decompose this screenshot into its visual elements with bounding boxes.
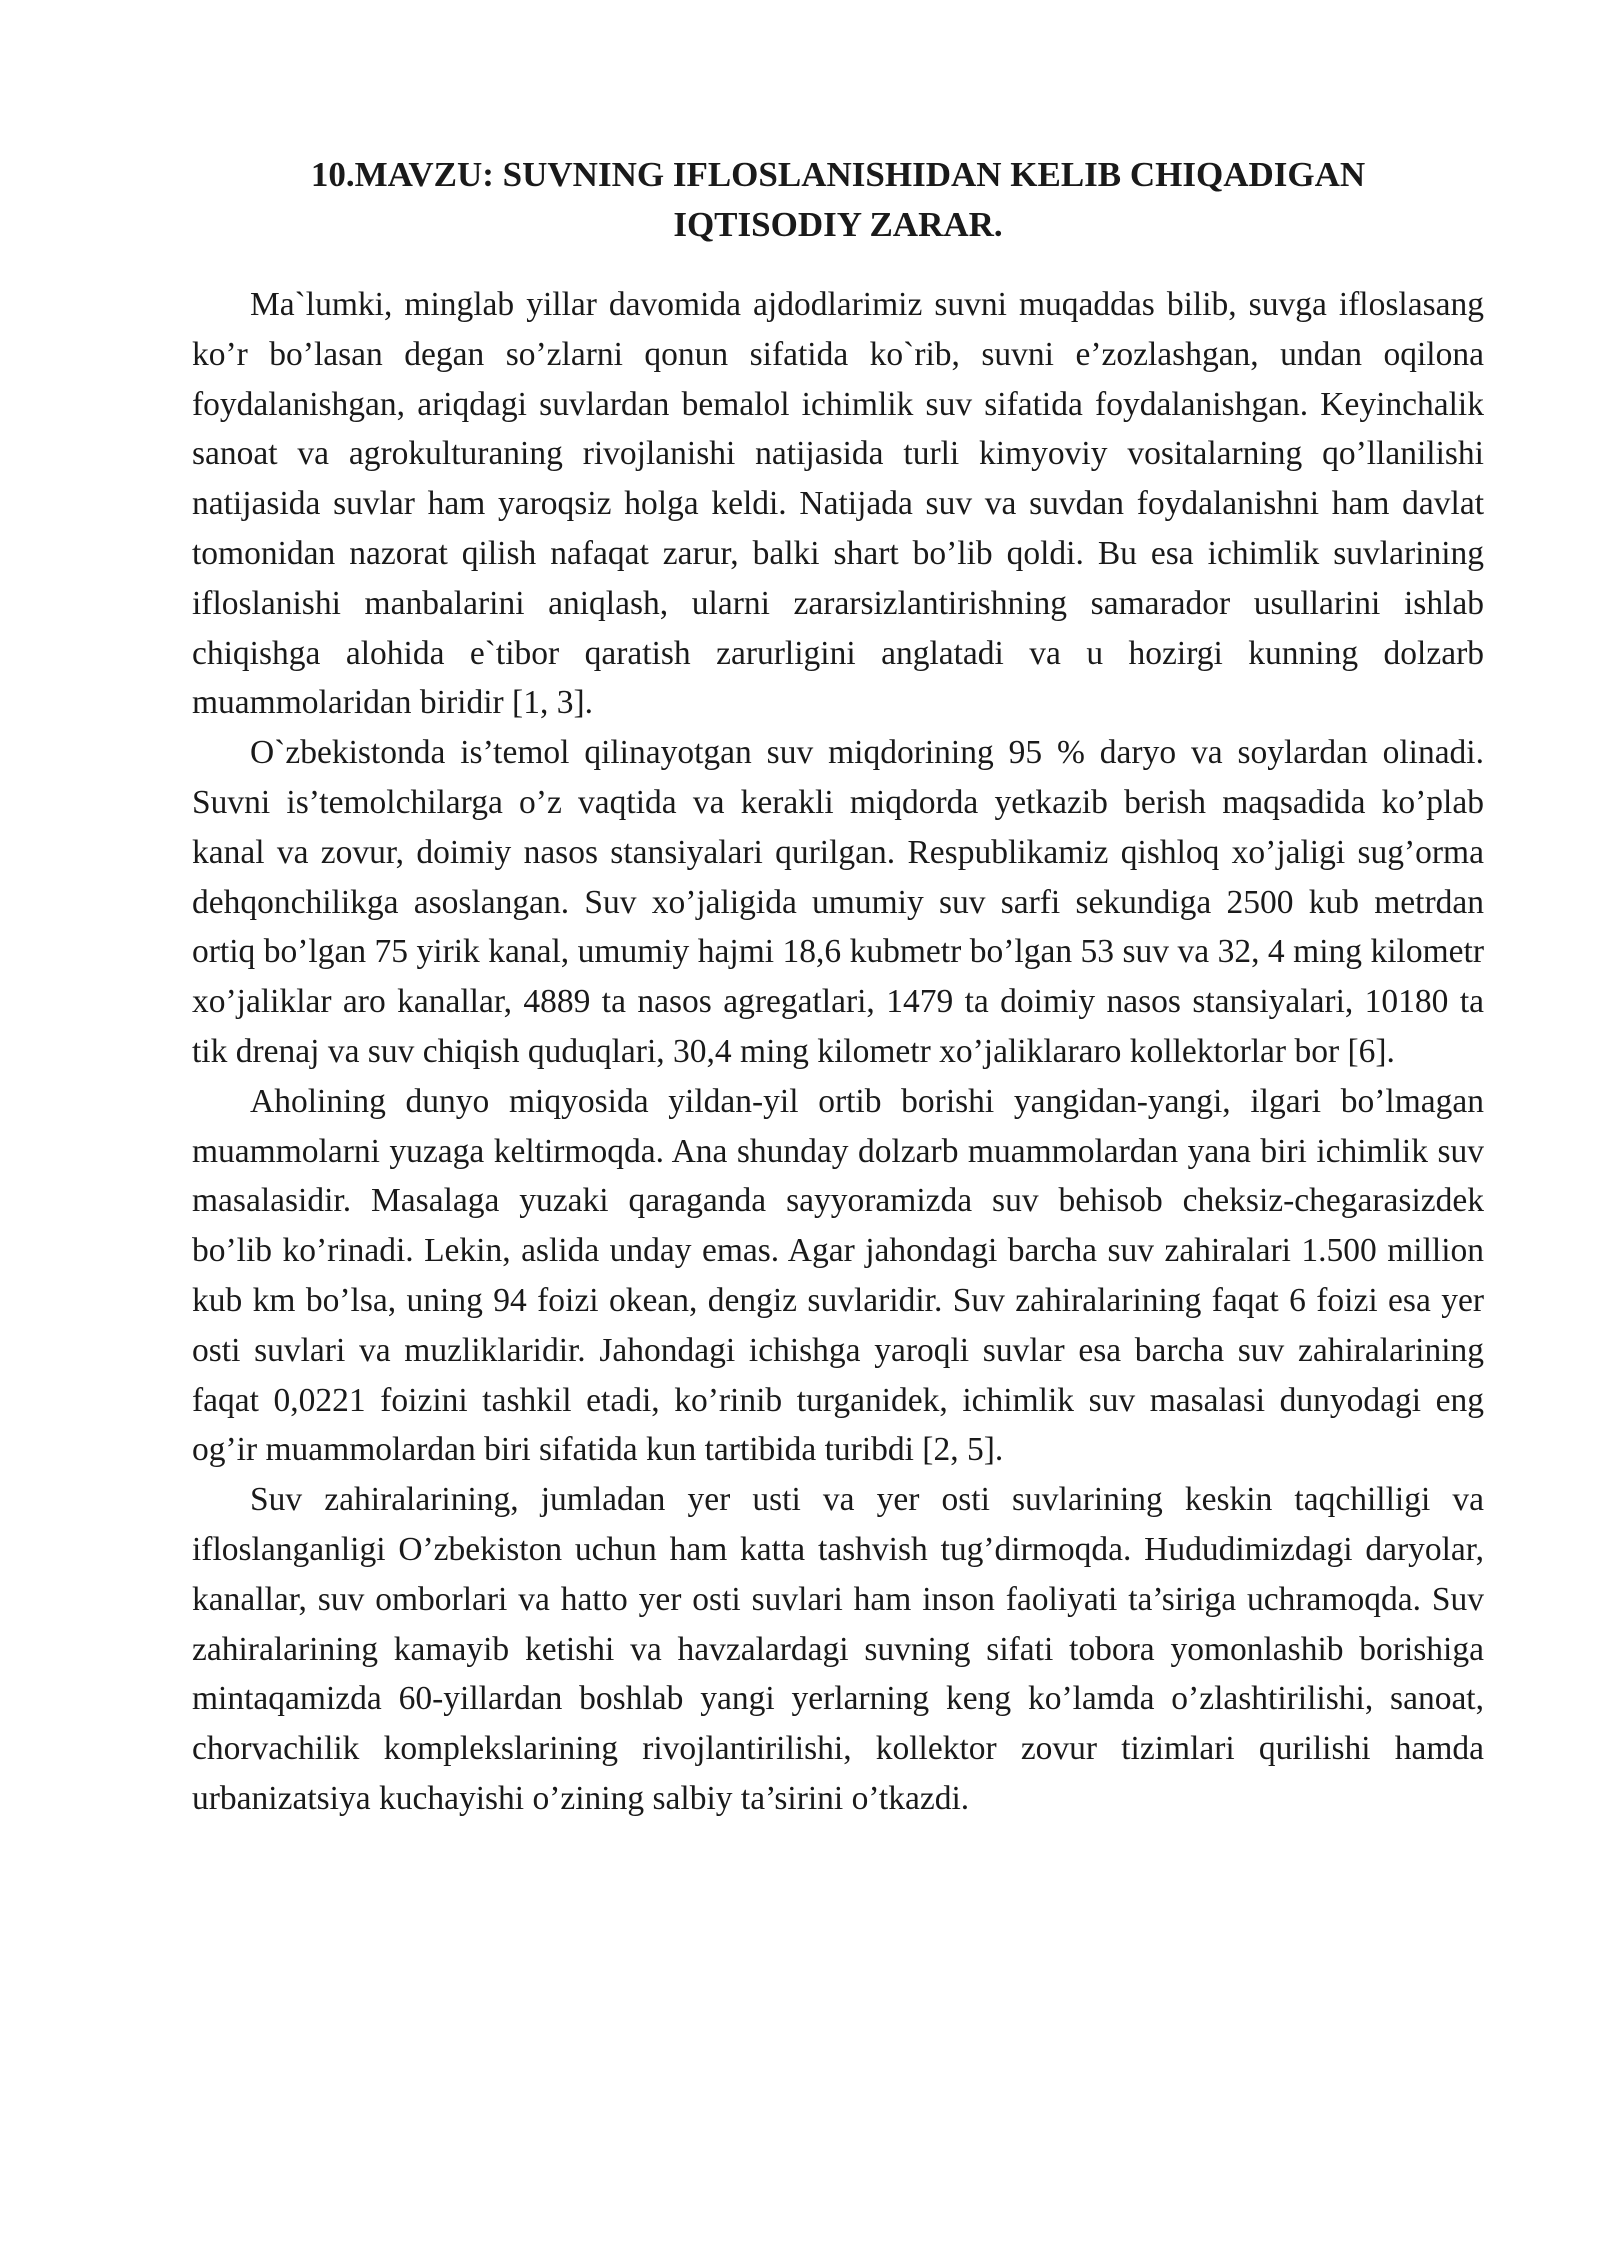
title-line-2: IQTISODIY ZARAR. xyxy=(673,205,1003,244)
paragraph-1: Ma`lumki, minglab yillar davomida ajdodlarimiz suvni muqaddas bilib, suvga ifloslasang ko’r bo’lasan degan so’zlarni qonun sifatida ko`rib, suvni e’zozlashgan, undan oqilona foydalanishgan, ariqdagi suvlardan bemalol ichimlik suv sifatida foydalanishgan. Keyinchalik sanoat va agrokulturaning rivojlanishi natijasida turli kimyoviy vositalarning qo’llanilishi natijasida suvlar ham yaroqsiz holga keldi. Natijada suv va suvdan foydalanishni ham davlat tomonidan nazorat qilish nafaqat zarur, balki shart bo’lib qoldi. Bu esa ichimlik suvlarining ifloslanishi manbalarini aniqlash, ularni zararsizlantirishning samarador usullarini ishlab chiqishga alohida e`tibor qaratish zarurligini anglatadi va u hozirgi kunning dolzarb muammolaridan biridir [1, 3]. xyxy=(192,286,1484,722)
paragraph-4: Suv zahiralarining, jumladan yer usti va yer osti suvlarining keskin taqchilligi va ifloslanganligi O’zbekiston uchun ham katta tashvish tug’dirmoqda. Hududimizdagi daryolar, kanallar, suv omborlari va hatto yer osti suvlari ham inson faoliyati ta’siriga uchramoqda. Suv zahiralarining kamayib ketishi va havzalardagi suvning sifati tobora yomonlashib borishiga mintaqamizda 60-yillardan boshlab yangi yerlarning keng ko’lamda o’zlashtirilishi, sanoat, chorvachilik komplekslarining rivojlantirilishi, kollektor zovur tizimlari qurilishi hamda urbanizatsiya kuchayishi o’zining salbiy ta’sirini o’tkazdi. xyxy=(192,1481,1484,1817)
title-line-1: 10.MAVZU: SUVNING IFLOSLANISHIDAN KELIB CHIQADIGAN xyxy=(310,155,1366,194)
paragraph-3: Aholining dunyo miqyosida yildan-yil ortib borishi yangidan-yangi, ilgari bo’lmagan muammolarni yuzaga keltirmoqda. Ana shunday dolzarb muammolardan yana biri ichimlik suv masalasidir. Masalaga yuzaki qaraganda sayyoramizda suv behisob cheksiz-chegarasizdek bo’lib ko’rinadi. Lekin, aslida unday emas. Agar jahondagi barcha suv zahiralari 1.500 million kub km bo’lsa, uning 94 foizi okean, dengiz suvlaridir. Suv zahiralarining faqat 6 foizi esa yer osti suvlari va muzliklaridir. Jahondagi ichishga yaroqli suvlar esa barcha suv zahiralarining faqat 0,0221 foizini tashkil etadi, ko’rinib turganidek, ichimlik suv masalasi dunyodagi eng og’ir muammolardan biri sifatida kun tartibida turibdi [2, 5]. xyxy=(192,1082,1484,1469)
paragraph-2: O`zbekistonda is’temol qilinayotgan suv miqdorining 95 % daryo va soylardan olinadi. Suvni is’temolchilarga o’z vaqtida va kerakli miqdorda yetkazib berish maqsadida ko’plab kanal va zovur, doimiy nasos stansiyalari qurilgan. Respublikamiz qishloq xo’jaligi sug’orma dehqonchilikga asoslangan. Suv xo’jaligida umumiy suv sarfi sekundiga 2500 kub metrdan ortiq bo’lgan 75 yirik kanal, umumiy hajmi 18,6 kubmetr bo’lgan 53 suv va 32, 4 ming kilometr xo’jaliklar aro kanallar, 4889 ta nasos agregatlari, 1479 ta doimiy nasos stansiyalari, 10180 ta tik drenaj va suv chiqish quduqlari, 30,4 ming kilometr xo’jaliklararo kollektorlar bor [6]. xyxy=(192,734,1484,1070)
page-title xyxy=(192,150,1484,250)
document-page xyxy=(192,150,1484,1824)
